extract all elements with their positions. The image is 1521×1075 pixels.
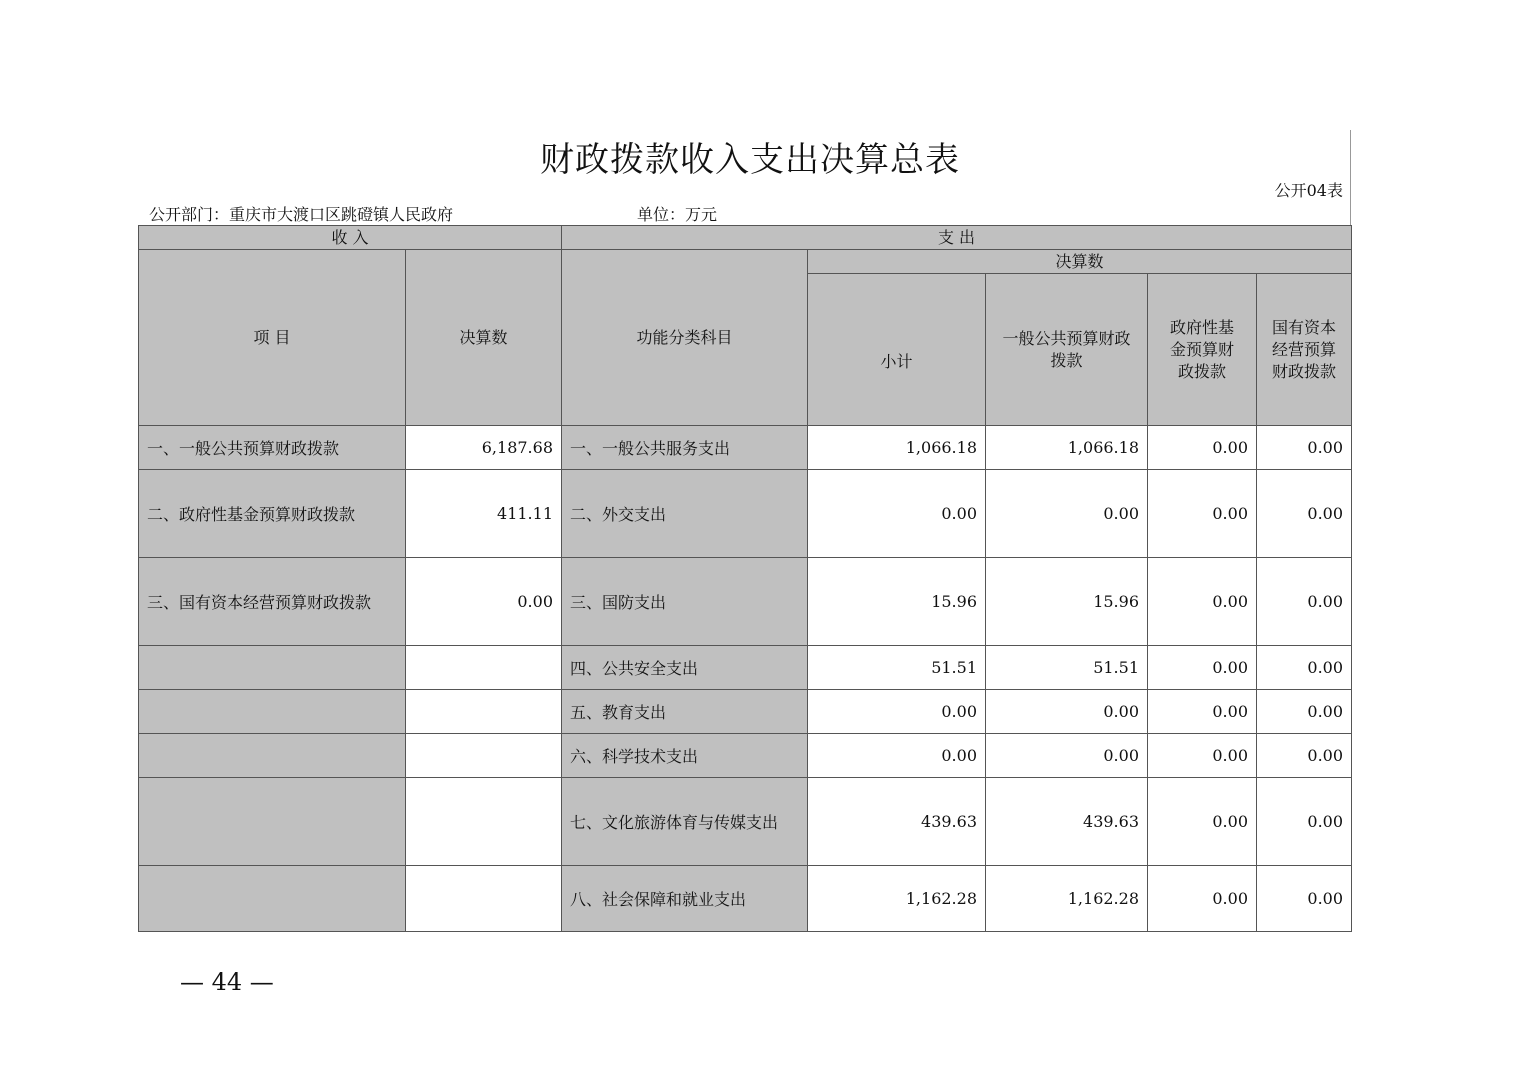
gov-fund-value: 0.00 xyxy=(1148,690,1257,734)
expense-item: 七、文化旅游体育与传媒支出 xyxy=(562,778,808,866)
general-budget-header: 一般公共预算财政拨款 xyxy=(986,274,1148,426)
income-amount: 6,187.68 xyxy=(406,426,562,470)
gov-fund-value: 0.00 xyxy=(1148,866,1257,932)
income-item xyxy=(139,646,406,690)
income-item xyxy=(139,734,406,778)
expense-header: 支 出 xyxy=(562,226,1352,250)
gov-fund-value: 0.00 xyxy=(1148,426,1257,470)
jss-group-header: 决算数 xyxy=(808,250,1352,274)
gov-fund-value: 0.00 xyxy=(1148,470,1257,558)
subtotal-value: 1,066.18 xyxy=(808,426,986,470)
subtotal-value: 0.00 xyxy=(808,734,986,778)
expense-item: 五、教育支出 xyxy=(562,690,808,734)
general-value: 439.63 xyxy=(986,778,1148,866)
expense-item: 六、科学技术支出 xyxy=(562,734,808,778)
subtotal-value: 439.63 xyxy=(808,778,986,866)
item-header: 项 目 xyxy=(139,250,406,426)
unit-label: 单位：万元 xyxy=(637,205,718,224)
subtotal-value: 1,162.28 xyxy=(808,866,986,932)
table-row xyxy=(139,778,1352,866)
income-item: 三、国有资本经营预算财政拨款 xyxy=(139,558,406,646)
expense-item: 三、国防支出 xyxy=(562,558,808,646)
income-item xyxy=(139,778,406,866)
budget-table xyxy=(138,225,1352,932)
state-value: 0.00 xyxy=(1257,646,1352,690)
subtotal-value: 15.96 xyxy=(808,558,986,646)
table-row xyxy=(139,734,1352,778)
gov-fund-value: 0.00 xyxy=(1148,646,1257,690)
page-edge-line xyxy=(1350,130,1351,226)
table-row xyxy=(139,866,1352,932)
income-item xyxy=(139,690,406,734)
state-value: 0.00 xyxy=(1257,866,1352,932)
gov-fund-value: 0.00 xyxy=(1148,558,1257,646)
state-value: 0.00 xyxy=(1257,558,1352,646)
income-amount: 411.11 xyxy=(406,470,562,558)
income-header: 收 入 xyxy=(139,226,562,250)
income-item: 二、政府性基金预算财政拨款 xyxy=(139,470,406,558)
expense-item: 二、外交支出 xyxy=(562,470,808,558)
table-row xyxy=(139,470,1352,558)
table-row xyxy=(139,690,1352,734)
form-number: 公开04表 xyxy=(1274,181,1343,200)
income-amount xyxy=(406,866,562,932)
general-value: 0.00 xyxy=(986,734,1148,778)
expense-item: 四、公共安全支出 xyxy=(562,646,808,690)
income-amount xyxy=(406,690,562,734)
page-title: 财政拨款收入支出决算总表 xyxy=(540,140,960,180)
subtotal-value: 51.51 xyxy=(808,646,986,690)
state-value: 0.00 xyxy=(1257,470,1352,558)
gov-fund-value: 0.00 xyxy=(1148,734,1257,778)
expense-item: 八、社会保障和就业支出 xyxy=(562,866,808,932)
general-value: 0.00 xyxy=(986,690,1148,734)
gov-fund-header: 政府性基金预算财政拨款 xyxy=(1148,274,1257,426)
state-value: 0.00 xyxy=(1257,426,1352,470)
table-row xyxy=(139,646,1352,690)
func-category-header: 功能分类科目 xyxy=(562,250,808,426)
general-value: 15.96 xyxy=(986,558,1148,646)
income-amount: 0.00 xyxy=(406,558,562,646)
subtotal-value: 0.00 xyxy=(808,690,986,734)
income-item: 一、一般公共预算财政拨款 xyxy=(139,426,406,470)
subtotal-value: 0.00 xyxy=(808,470,986,558)
gov-fund-value: 0.00 xyxy=(1148,778,1257,866)
subtotal-header: 小计 xyxy=(808,274,986,426)
state-value: 0.00 xyxy=(1257,734,1352,778)
general-value: 1,066.18 xyxy=(986,426,1148,470)
expense-item: 一、一般公共服务支出 xyxy=(562,426,808,470)
general-value: 51.51 xyxy=(986,646,1148,690)
state-value: 0.00 xyxy=(1257,690,1352,734)
state-value: 0.00 xyxy=(1257,778,1352,866)
income-amount-header: 决算数 xyxy=(406,250,562,426)
general-value: 1,162.28 xyxy=(986,866,1148,932)
income-amount xyxy=(406,646,562,690)
income-amount xyxy=(406,778,562,866)
table-row xyxy=(139,426,1352,470)
general-value: 0.00 xyxy=(986,470,1148,558)
income-amount xyxy=(406,734,562,778)
department-label: 公开部门：重庆市大渡口区跳磴镇人民政府 xyxy=(149,205,454,224)
table-row xyxy=(139,558,1352,646)
page-number: — 44 — xyxy=(180,968,274,996)
income-item xyxy=(139,866,406,932)
state-capital-header: 国有资本经营预算财政拨款 xyxy=(1257,274,1352,426)
